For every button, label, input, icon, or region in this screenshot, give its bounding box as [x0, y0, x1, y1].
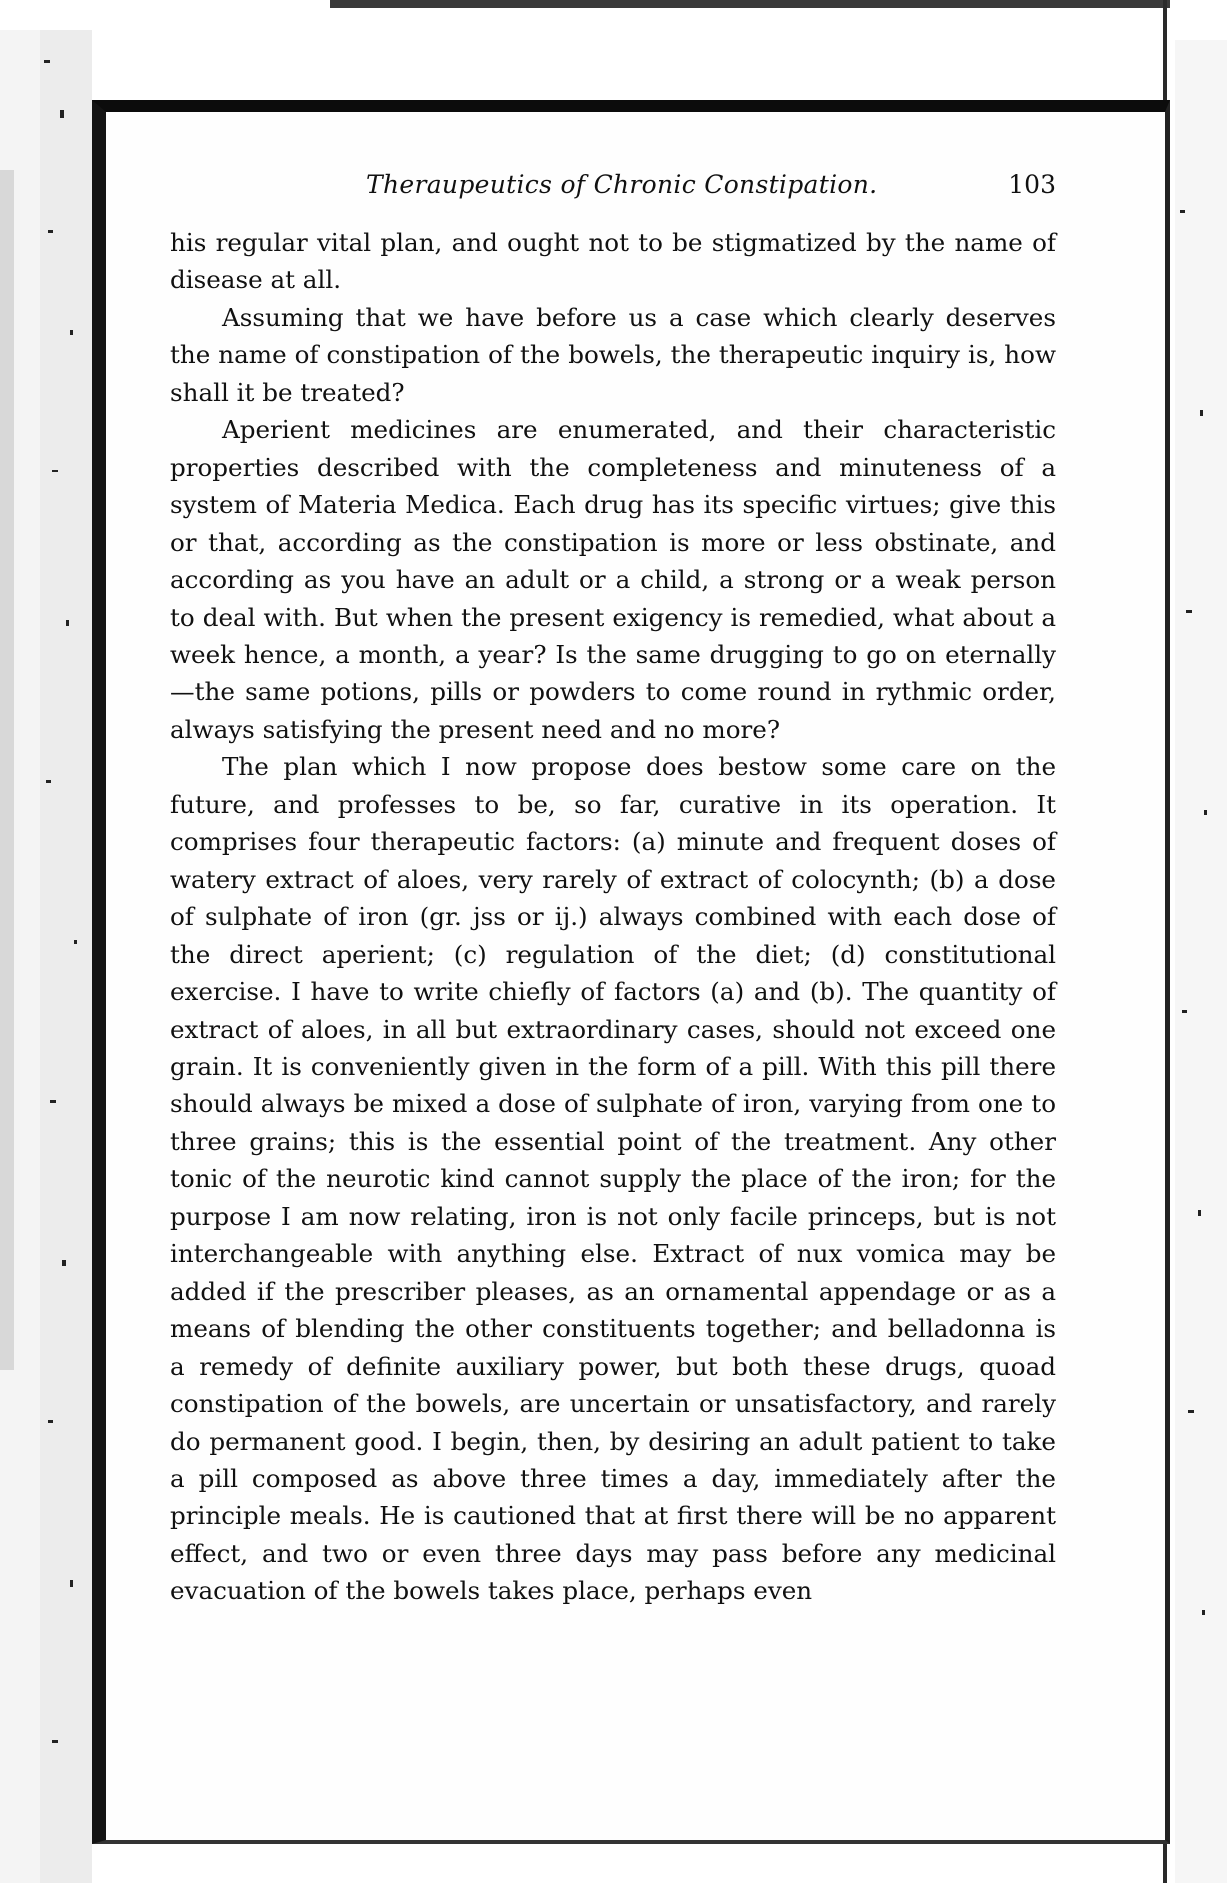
paragraph-assuming: Assuming that we have before us a case which clearly deserves the name of constipation of the bowels, the therapeutic inquiry is, how shall it be treated?: [170, 302, 1056, 407]
body-text: [170, 224, 1056, 1610]
book-page: [170, 170, 1056, 1810]
paragraph-aperient: Aperient medicines are enumerated, and their characteristic properties described with the completeness and minuteness of a system of Materia Medica. Each drug has its specific virtues; give this or that, according as the constipation is more or less obstinate, and according as you have an adult or a child, a strong or a weak person to deal with. But when the present exigency is remedied, what about a week hence, a month, a year? Is the same drugging to go on eternally—the same potions, pills or powders to come round in rythmic order, always satisfying the present need and no more?: [170, 415, 1056, 744]
paragraph-continuation: his regular vital plan, and ought not to be stigmatized by the name of disease at all.: [170, 228, 1056, 295]
paragraph-plan: The plan which I now propose does bestow some care on the future, and professes to be, so far, curative in its operation. It comprises four therapeutic factors: (a) minute and frequent doses of watery extract of aloes, very rarely of extract of colocynth; (b) a dose of sulphate of iron (gr. jss or ij.) always combined with each dose of the direct aperient; (c) regulation of the diet; (d) constitutional exercise. I have to write chiefly of factors (a) and (b). The quantity of extract of aloes, in all but extraordinary cases, should not exceed one grain. It is conveniently given in the form of a pill. With this pill there should always be mixed a dose of sulphate of iron, varying from one to three grains; this is the essential point of the treatment. Any other tonic of the neurotic kind cannot supply the place of the iron; for the purpose I am now relating, iron is not only facile princeps, but is not interchangeable with anything else. Extract of nux vomica may be added if the prescriber pleases, as an ornamental appendage or as a means of blending the other constituents together; and belladonna is a remedy of definite auxiliary power, but both these drugs, quoad constipation of the bowels, are uncertain or unsatisfactory, and rarely do permanent good. I begin, then, by desiring an adult patient to take a pill composed as above three times a day, immediately after the principle meals. He is cautioned that at first there will be no apparent effect, and two or even three days may pass before any medicinal evacuation of the bowels takes place, perhaps even: [170, 752, 1056, 1606]
running-head: [170, 170, 1056, 214]
page-number: 103: [1008, 170, 1056, 199]
running-title: Theraupeutics of Chronic Constipation.: [366, 170, 878, 199]
scan-top-border: [330, 0, 1170, 8]
